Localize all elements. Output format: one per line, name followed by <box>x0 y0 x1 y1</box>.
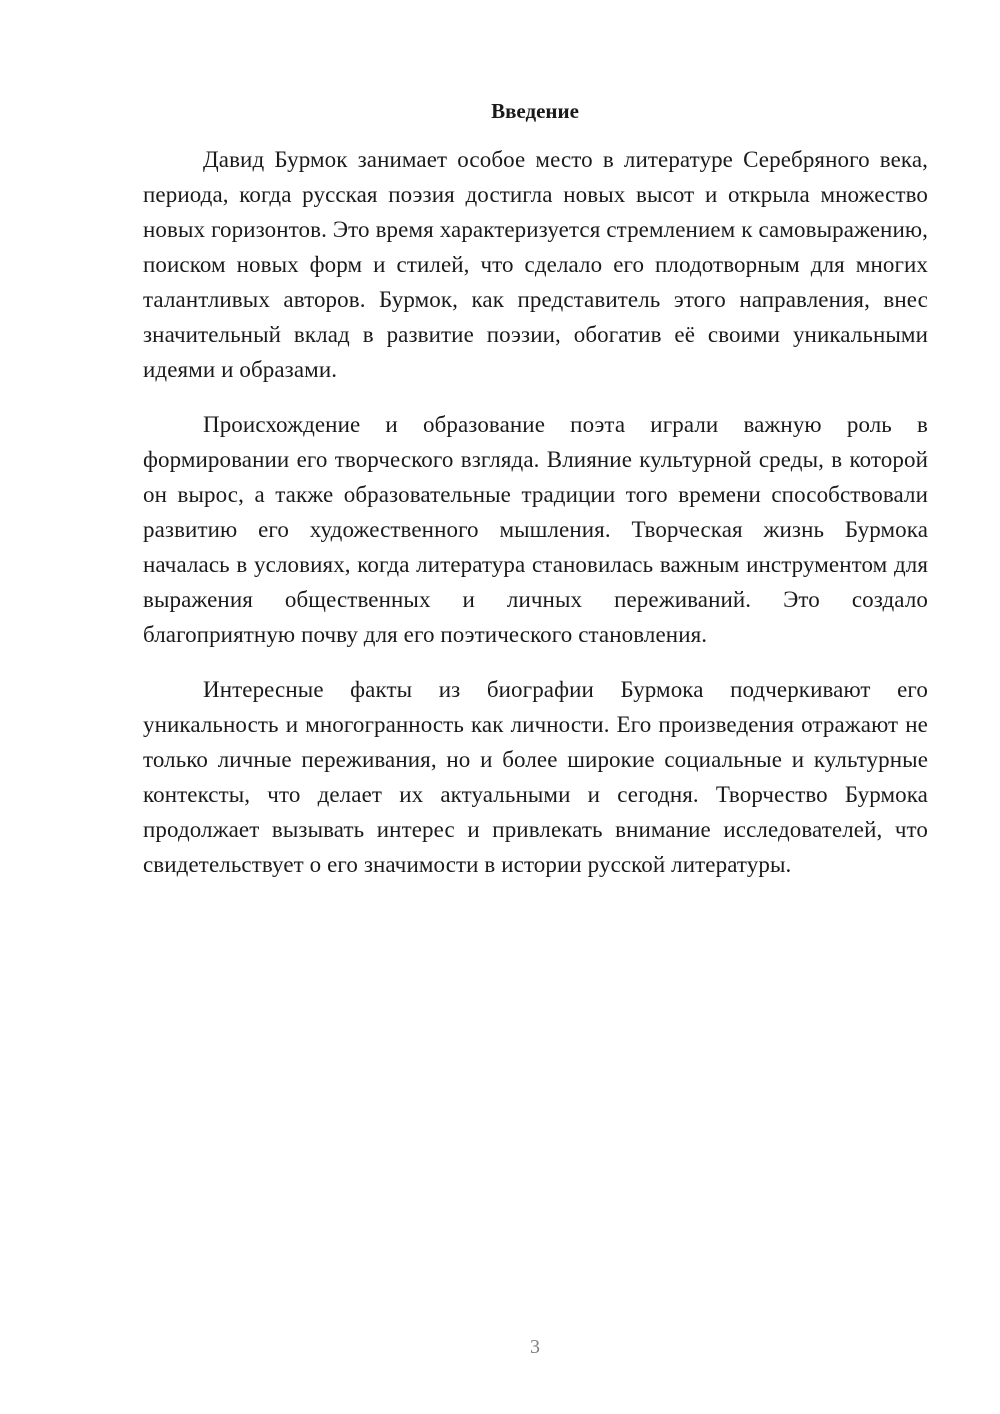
paragraph-2: Происхождение и образование поэта играли важную роль в формировании его творческого взгляда. Влияние культурной среды, в которой он вырос, а также образовательные традиции того времени способствовали развитию его художественного мышления. Творческая жизнь Бурмока началась в условиях, когда литература становилась важным инструментом для выражения общественных и личных переживаний. Это создало благоприятную почву для его поэтического становления. <box>143 412 928 647</box>
paragraph-3: Интересные факты из биографии Бурмока подчеркивают его уникальность и многогранность как личности. Его произведения отражают не только личные переживания, но и более широкие социальные и культурные контексты, что делает их актуальными и сегодня. Творчество Бурмока продолжает вызывать интерес и привлекать внимание исследователей, что свидетельствует о его значимости в истории русской литературы. <box>143 677 928 877</box>
page-number: 3 <box>530 1336 540 1358</box>
body-text <box>143 142 928 902</box>
paragraph-1: Давид Бурмок занимает особое место в литературе Серебряного века, периода, когда русская поэзия достигла новых высот и открыла множество новых горизонтов. Это время характеризуется стремлением к самовыражению, поиском новых форм и стилей, что сделало его плодотворным для многих талантливых авторов. Бурмок, как представитель этого направления, внес значительный вклад в развитие поэзии, обогатив её своими уникальными идеями и образами. <box>143 147 928 382</box>
section-title: Введение <box>491 99 579 123</box>
